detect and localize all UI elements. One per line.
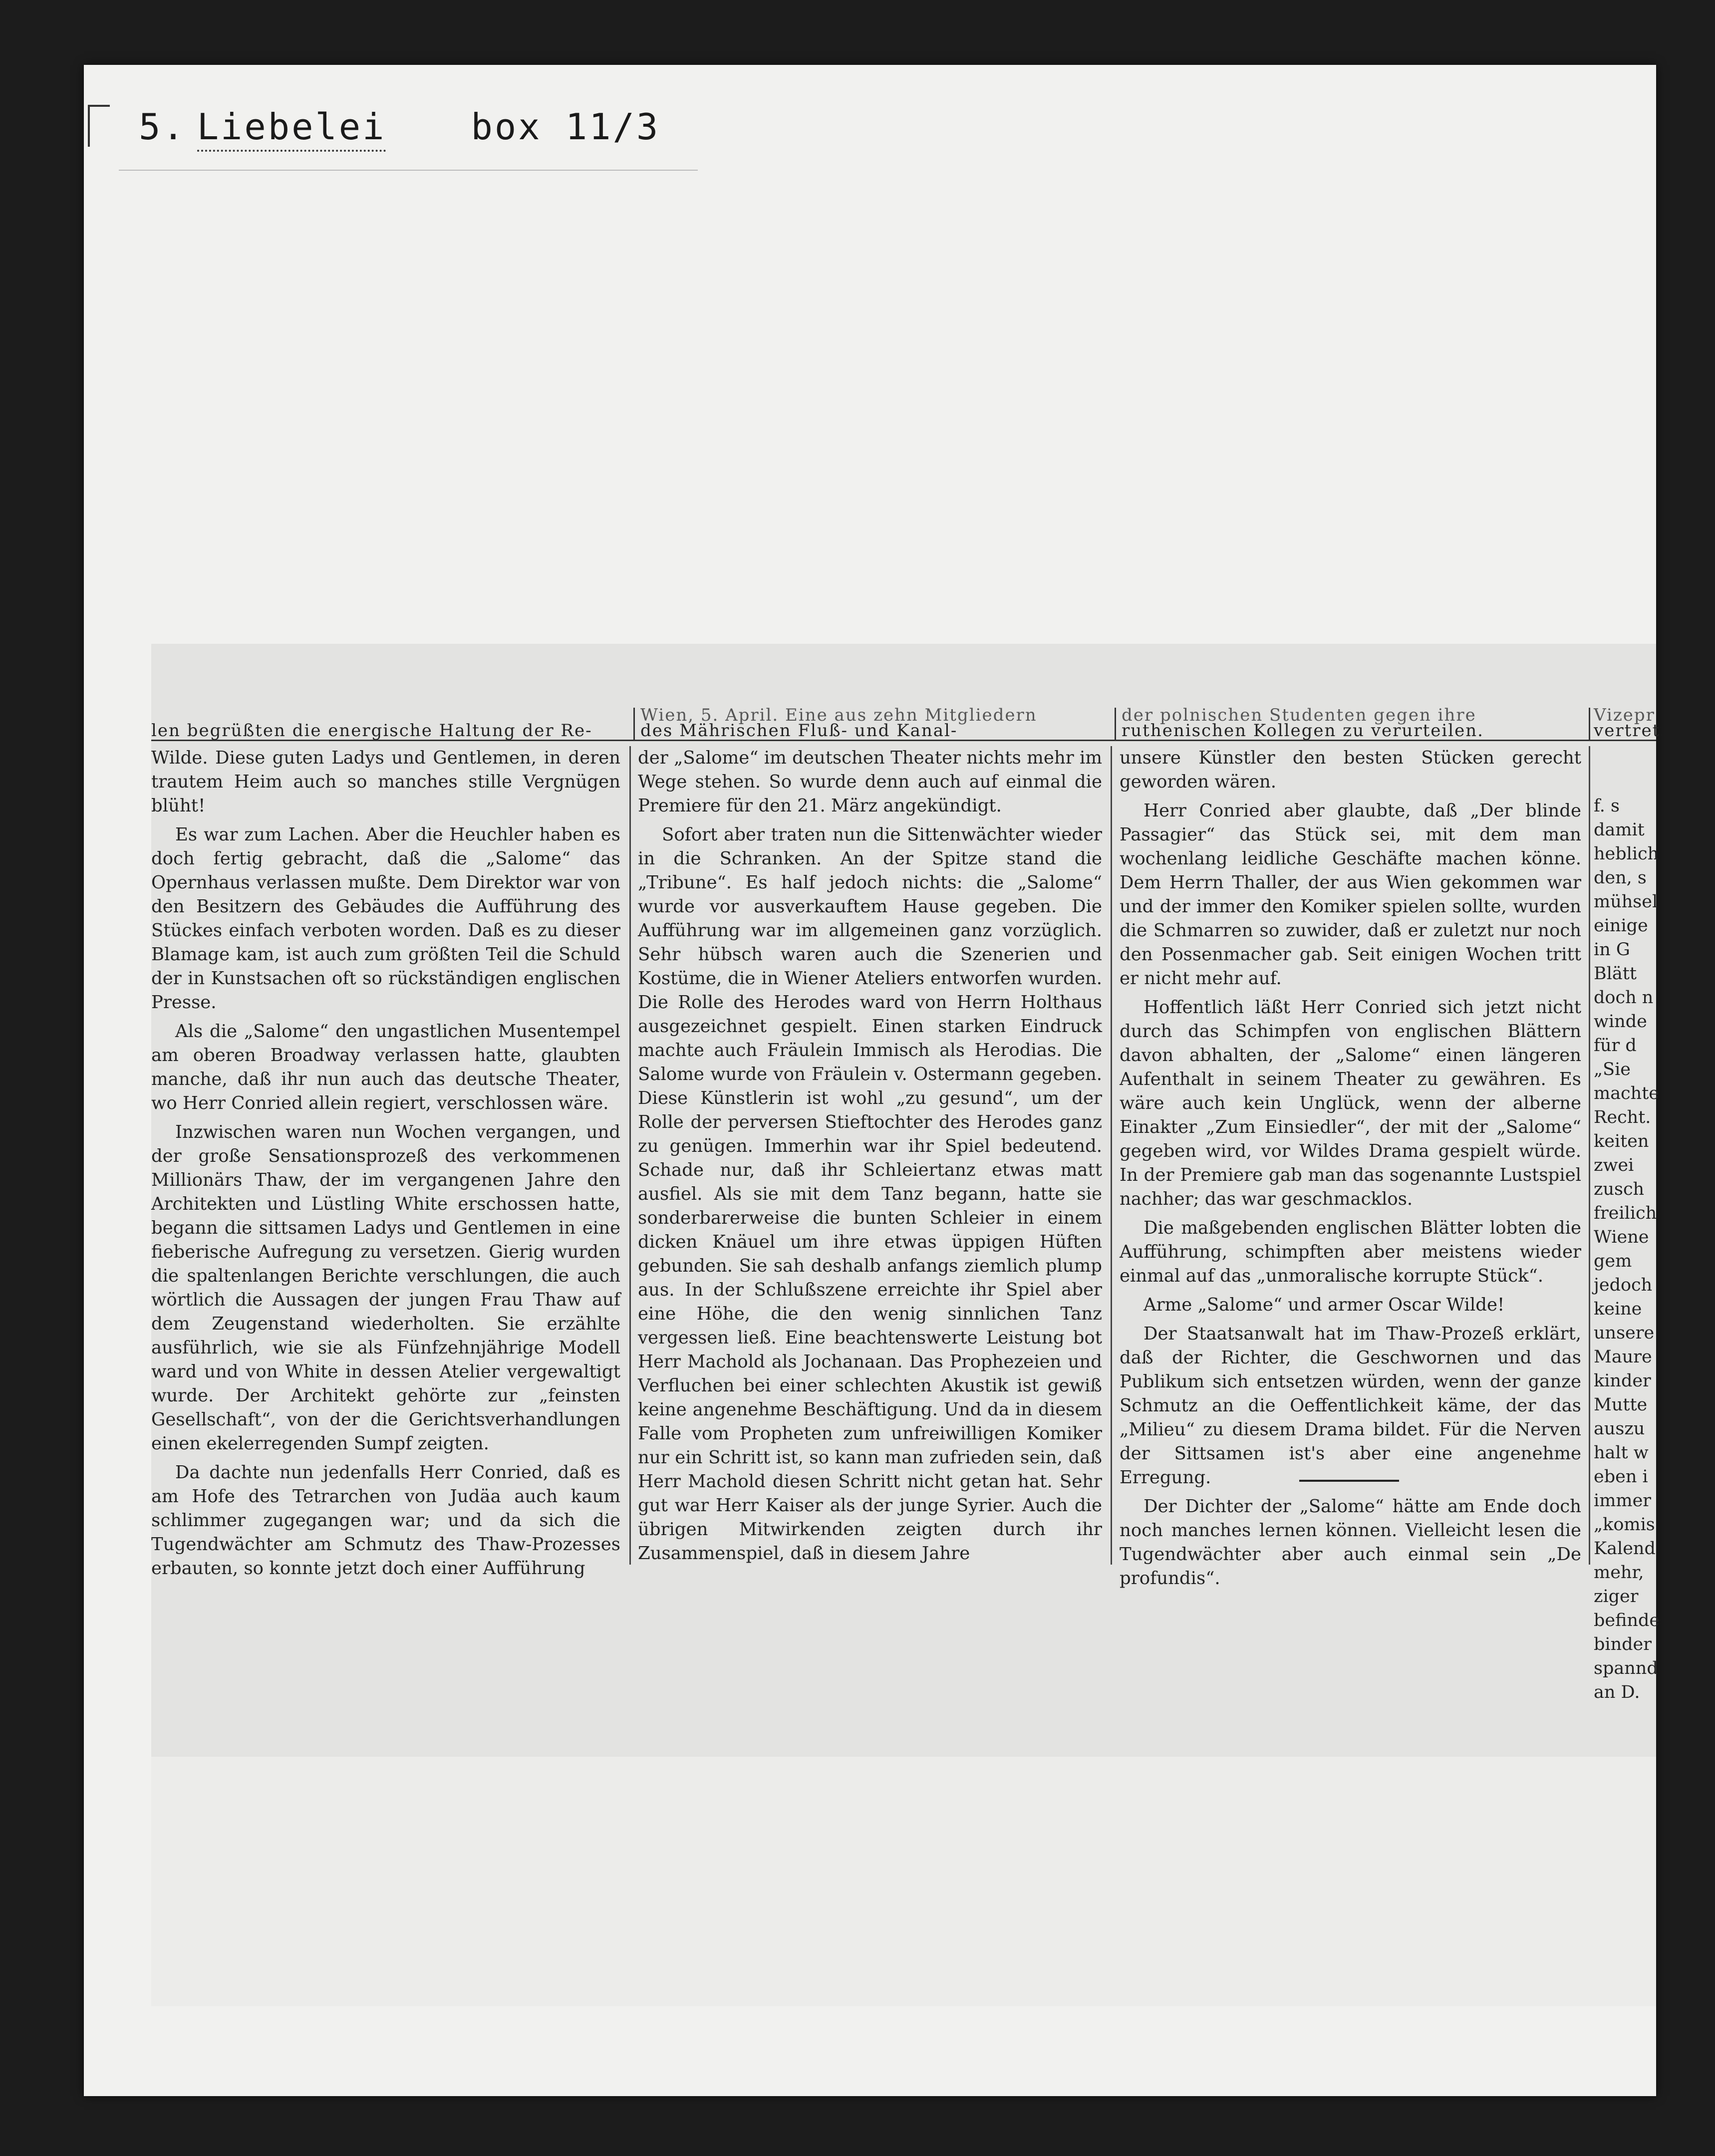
column-4-cut-off xyxy=(1594,746,1660,1702)
paragraph: Arme „Salome“ und armer Oscar Wilde! xyxy=(1143,1295,1505,1315)
paragraph: Als die „Salome“ den ungastlichen Musentempel am oberen Broadway verlassen hatte, glaubten manche, daß ihr nun auch das deutsche Theater, wo Herr Conried allein regiert, verschlossen wäre. xyxy=(151,1021,620,1113)
fragment: heblich xyxy=(1594,844,1659,864)
fragment: doch n xyxy=(1594,988,1654,1008)
label-title: Liebelei xyxy=(197,106,386,152)
fragment: auszu xyxy=(1594,1419,1645,1439)
paragraph: Inzwischen waren nun Wochen vergangen, und der große Sensationsprozeß des verkommenen Millionärs Thaw, der im vergangenen Jahre den Architekten und Lüstling White erschossen hatte, begann die sittsamen Ladys und Gentlemen in eine fieberische Aufregung zu versetzen. Gierig wurden die spaltenlangen Berichte verschlungen, die auch wörtlich die Aussagen der jungen Frau Thaw auf dem Zeugenstand wiederholten. Sie erzählte ausführlich, wie sie als Fünfzehnjährige Modell ward und von White in dessen Atelier vergewaltigt wurde. Der Architekt gehörte zur „feinsten Gesellschaft“, von der die Gerichtsverhandlungen einen ekelerregenden Sumpf zeigten. xyxy=(151,1122,620,1454)
paragraph: Es war zum Lachen. Aber die Heuchler haben es doch fertig gebracht, daß die „Salome“ das Opernhaus verlassen mußte. Dem Direktor war von den Besitzern des Gebäudes die Aufführung des Stückes einfach verboten worden. Daß es zu dieser Blamage kam, ist auch zum größten Teil die Schuld der in Kunstsachen oft so rückständigen englischen Presse. xyxy=(151,824,620,1013)
heading-col3: der polnischen Studenten gegen ihre ruthenischen Kollegen zu verurteilen. xyxy=(1122,705,1484,741)
clipped-heading-strip xyxy=(151,705,1661,741)
paragraph: Der Dichter der „Salome“ hätte am Ende doch noch manches lernen können. Vielleicht lesen die Tugendwächter aber auch einmal sein „De profundis“. xyxy=(1120,1496,1581,1589)
label-number: 5. xyxy=(139,106,186,148)
fragment: mühsel xyxy=(1594,892,1658,912)
archive-sheet xyxy=(84,65,1661,2096)
article-end-rule xyxy=(1299,1480,1399,1482)
fragment: freilich xyxy=(1594,1203,1657,1223)
fragment: an D. xyxy=(1594,1682,1640,1702)
column-2 xyxy=(638,746,1102,1565)
fragment: eben i xyxy=(1594,1467,1648,1487)
fragment: damit xyxy=(1594,820,1645,840)
fragment: Maure xyxy=(1594,1347,1652,1367)
paragraph: Hoffentlich läßt Herr Conried sich jetzt nicht durch das Schimpfen von englischen Blättern davon abhalten, der „Salome“ einen längeren Aufenthalt in seinem Theater zu gewähren. Es wäre auch kein Unglück, wenn der alberne Einakter „Zum Einsiedler“, der mit der „Salome“ gegeben wird, vor Wildes Drama gespielt würde. In der Premiere gab man das sogenannte Lustspiel nachher; das war geschmacklos. xyxy=(1120,997,1581,1209)
label-rule xyxy=(119,170,698,171)
column-rule xyxy=(1589,746,1590,1565)
paragraph: der „Salome“ im deutschen Theater nichts mehr im Wege stehen. So wurde denn auch auf einmal die Premiere für den 21. März angekündigt. xyxy=(638,748,1102,816)
fragment: „Sie xyxy=(1594,1060,1631,1079)
fragment: mehr, xyxy=(1594,1563,1644,1583)
fragment: binder xyxy=(1594,1634,1652,1654)
heading-col4: Vizepr vertret xyxy=(1594,705,1661,741)
heading-separator xyxy=(1115,708,1116,740)
fragment: unsere xyxy=(1594,1323,1655,1343)
fragment: jedoch xyxy=(1594,1275,1653,1295)
column-1 xyxy=(151,746,620,1579)
fragment: Kalend xyxy=(1594,1539,1656,1559)
heading-separator xyxy=(633,708,635,740)
column-rule xyxy=(1111,746,1112,1565)
fragment: Wiene xyxy=(1594,1227,1649,1247)
fragment: „komis xyxy=(1594,1515,1655,1535)
fragment: Mutte xyxy=(1594,1395,1648,1415)
fragment: einige xyxy=(1594,916,1648,936)
column-3 xyxy=(1120,746,1581,1589)
fragment: f. s xyxy=(1594,796,1620,816)
fragment: für d xyxy=(1594,1036,1637,1056)
fragment: Recht. xyxy=(1594,1107,1651,1127)
newspaper-clipping xyxy=(151,644,1661,1757)
fragment: ziger xyxy=(1594,1587,1639,1607)
paragraph: Herr Conried aber glaubte, daß „Der blinde Passagier“ das Stück sei, mit dem man wochenlang leidliche Geschäfte machen könne. Dem Herrn Thaller, der aus Wien gekommen war und der immer den Komiker spielen sollte, wurden die Schmarren so zuwider, daß er zuletzt nur noch den Possenmacher gab. Seit einigen Wochen tritt er nicht mehr auf. xyxy=(1120,801,1581,989)
paragraph: unsere Künstler den besten Stücken gerecht geworden wären. xyxy=(1120,748,1581,792)
fragment: immer xyxy=(1594,1491,1652,1511)
heading-col1: len begrüßten die energische Haltung der Re- xyxy=(151,721,592,741)
fragment: den, s xyxy=(1594,868,1647,888)
fragment: halt w xyxy=(1594,1443,1649,1463)
fragment: winde xyxy=(1594,1012,1647,1032)
fragment: keine xyxy=(1594,1299,1642,1319)
fragment: kinder xyxy=(1594,1371,1651,1391)
column-rule xyxy=(629,746,631,1565)
paragraph: Die maßgebenden englischen Blätter lobten die Aufführung, schimpften aber meistens wieder einmal auf das „unmoralische korrupte Stück“. xyxy=(1120,1218,1581,1286)
fragment: spannd xyxy=(1594,1658,1658,1678)
heading-col2: Wien, 5. April. Eine aus zehn Mitgliedern des Mährischen Fluß- und Kanal- xyxy=(640,705,1037,741)
fragment: Blätt xyxy=(1594,964,1637,984)
fragment: befinde xyxy=(1594,1611,1660,1630)
fragment: machte xyxy=(1594,1083,1659,1103)
fragment: zusch xyxy=(1594,1179,1645,1199)
paragraph: Sofort aber traten nun die Sittenwächter wieder in die Schranken. An der Spitze stand die „Tribune“. Es half jedoch nichts: die „Salome“ wurde vor ausverkauftem Hause gegeben. Die Aufführung war im allgemeinen ganz vorzüglich. Sehr hübsch waren auch die Szenerien und Kostüme, die in Wiener Ateliers entworfen wurden. Die Rolle des Herodes ward von Herrn Holthaus ausgezeichnet gespielt. Einen starken Eindruck machte auch Fräulein Immisch als Herodias. Die Salome wurde von Fräulein v. Ostermann gegeben. Diese Künstlerin ist wohl „zu gesund“, um der Rolle der perversen Stieftochter des Herodes ganz zu genügen. Immerhin war ihr Spiel bedeutend. Schade nur, daß ihr Schleiertanz etwas matt ausfiel. Als sie mit dem Tanz begann, hatte sie sonderbarerweise die bunten Schleier in einem dicken Knäuel um ihre etwas üppigen Hüften gebunden. Sie sah deshalb anfangs ziemlich plump aus. In der Schlußszene erreichte ihr Spiel aber eine Höhe, die den wenig sinnlichen Tanz vergessen ließ. Eine beachtenswerte Leistung bot Herr Machold als Jochanaan. Das Prophezeien und Verfluchen bei einer schlechten Akustik ist gewiß keine angenehme Beschäftigung. Und da in diesem Falle vom Propheten zum unfreiwilligen Komiker nur ein Schritt ist, so kann man zufrieden sein, daß Herr Machold diesen Schritt nicht getan hat. Sehr gut war Herr Kaiser als der junge Syrier. Auch die übrigen Mitwirkenden zeigten durch ihr Zusammenspiel, daß in diesem Jahre xyxy=(638,824,1102,1564)
heading-separator xyxy=(1589,708,1590,740)
fragment: keiten xyxy=(1594,1131,1649,1151)
corner-crop-mark xyxy=(88,105,110,147)
paragraph: Wilde. Diese guten Ladys und Gentlemen, in deren trautem Heim auch so manches stille Vergnügen blüht! xyxy=(151,748,620,816)
paragraph: Da dachte nun jedenfalls Herr Conried, daß es am Hofe des Tetrarchen von Judäa auch kaum schlimmer zugegangen war; und da sich die Tugendwächter am Schmutz des Thaw-Prozesses erbauten, so konnte jetzt doch einer Aufführung xyxy=(151,1462,620,1579)
lower-paper-area xyxy=(151,1757,1656,2006)
archive-label xyxy=(139,106,660,148)
fragment: in G xyxy=(1594,940,1630,960)
fragment: gem xyxy=(1594,1251,1632,1271)
fragment: zwei xyxy=(1594,1155,1634,1175)
label-box: box 11/3 xyxy=(471,106,660,148)
paragraph: Der Staatsanwalt hat im Thaw-Prozeß erklärt, daß der Richter, die Geschwornen und das Publikum sich entsetzen würden, wenn der ganze Schmutz an die Oeffentlichkeit käme, der das „Milieu“ zu diesem Drama bildet. Für die Nerven der Sittsamen ist's aber eine angenehme Erregung. xyxy=(1120,1324,1581,1488)
